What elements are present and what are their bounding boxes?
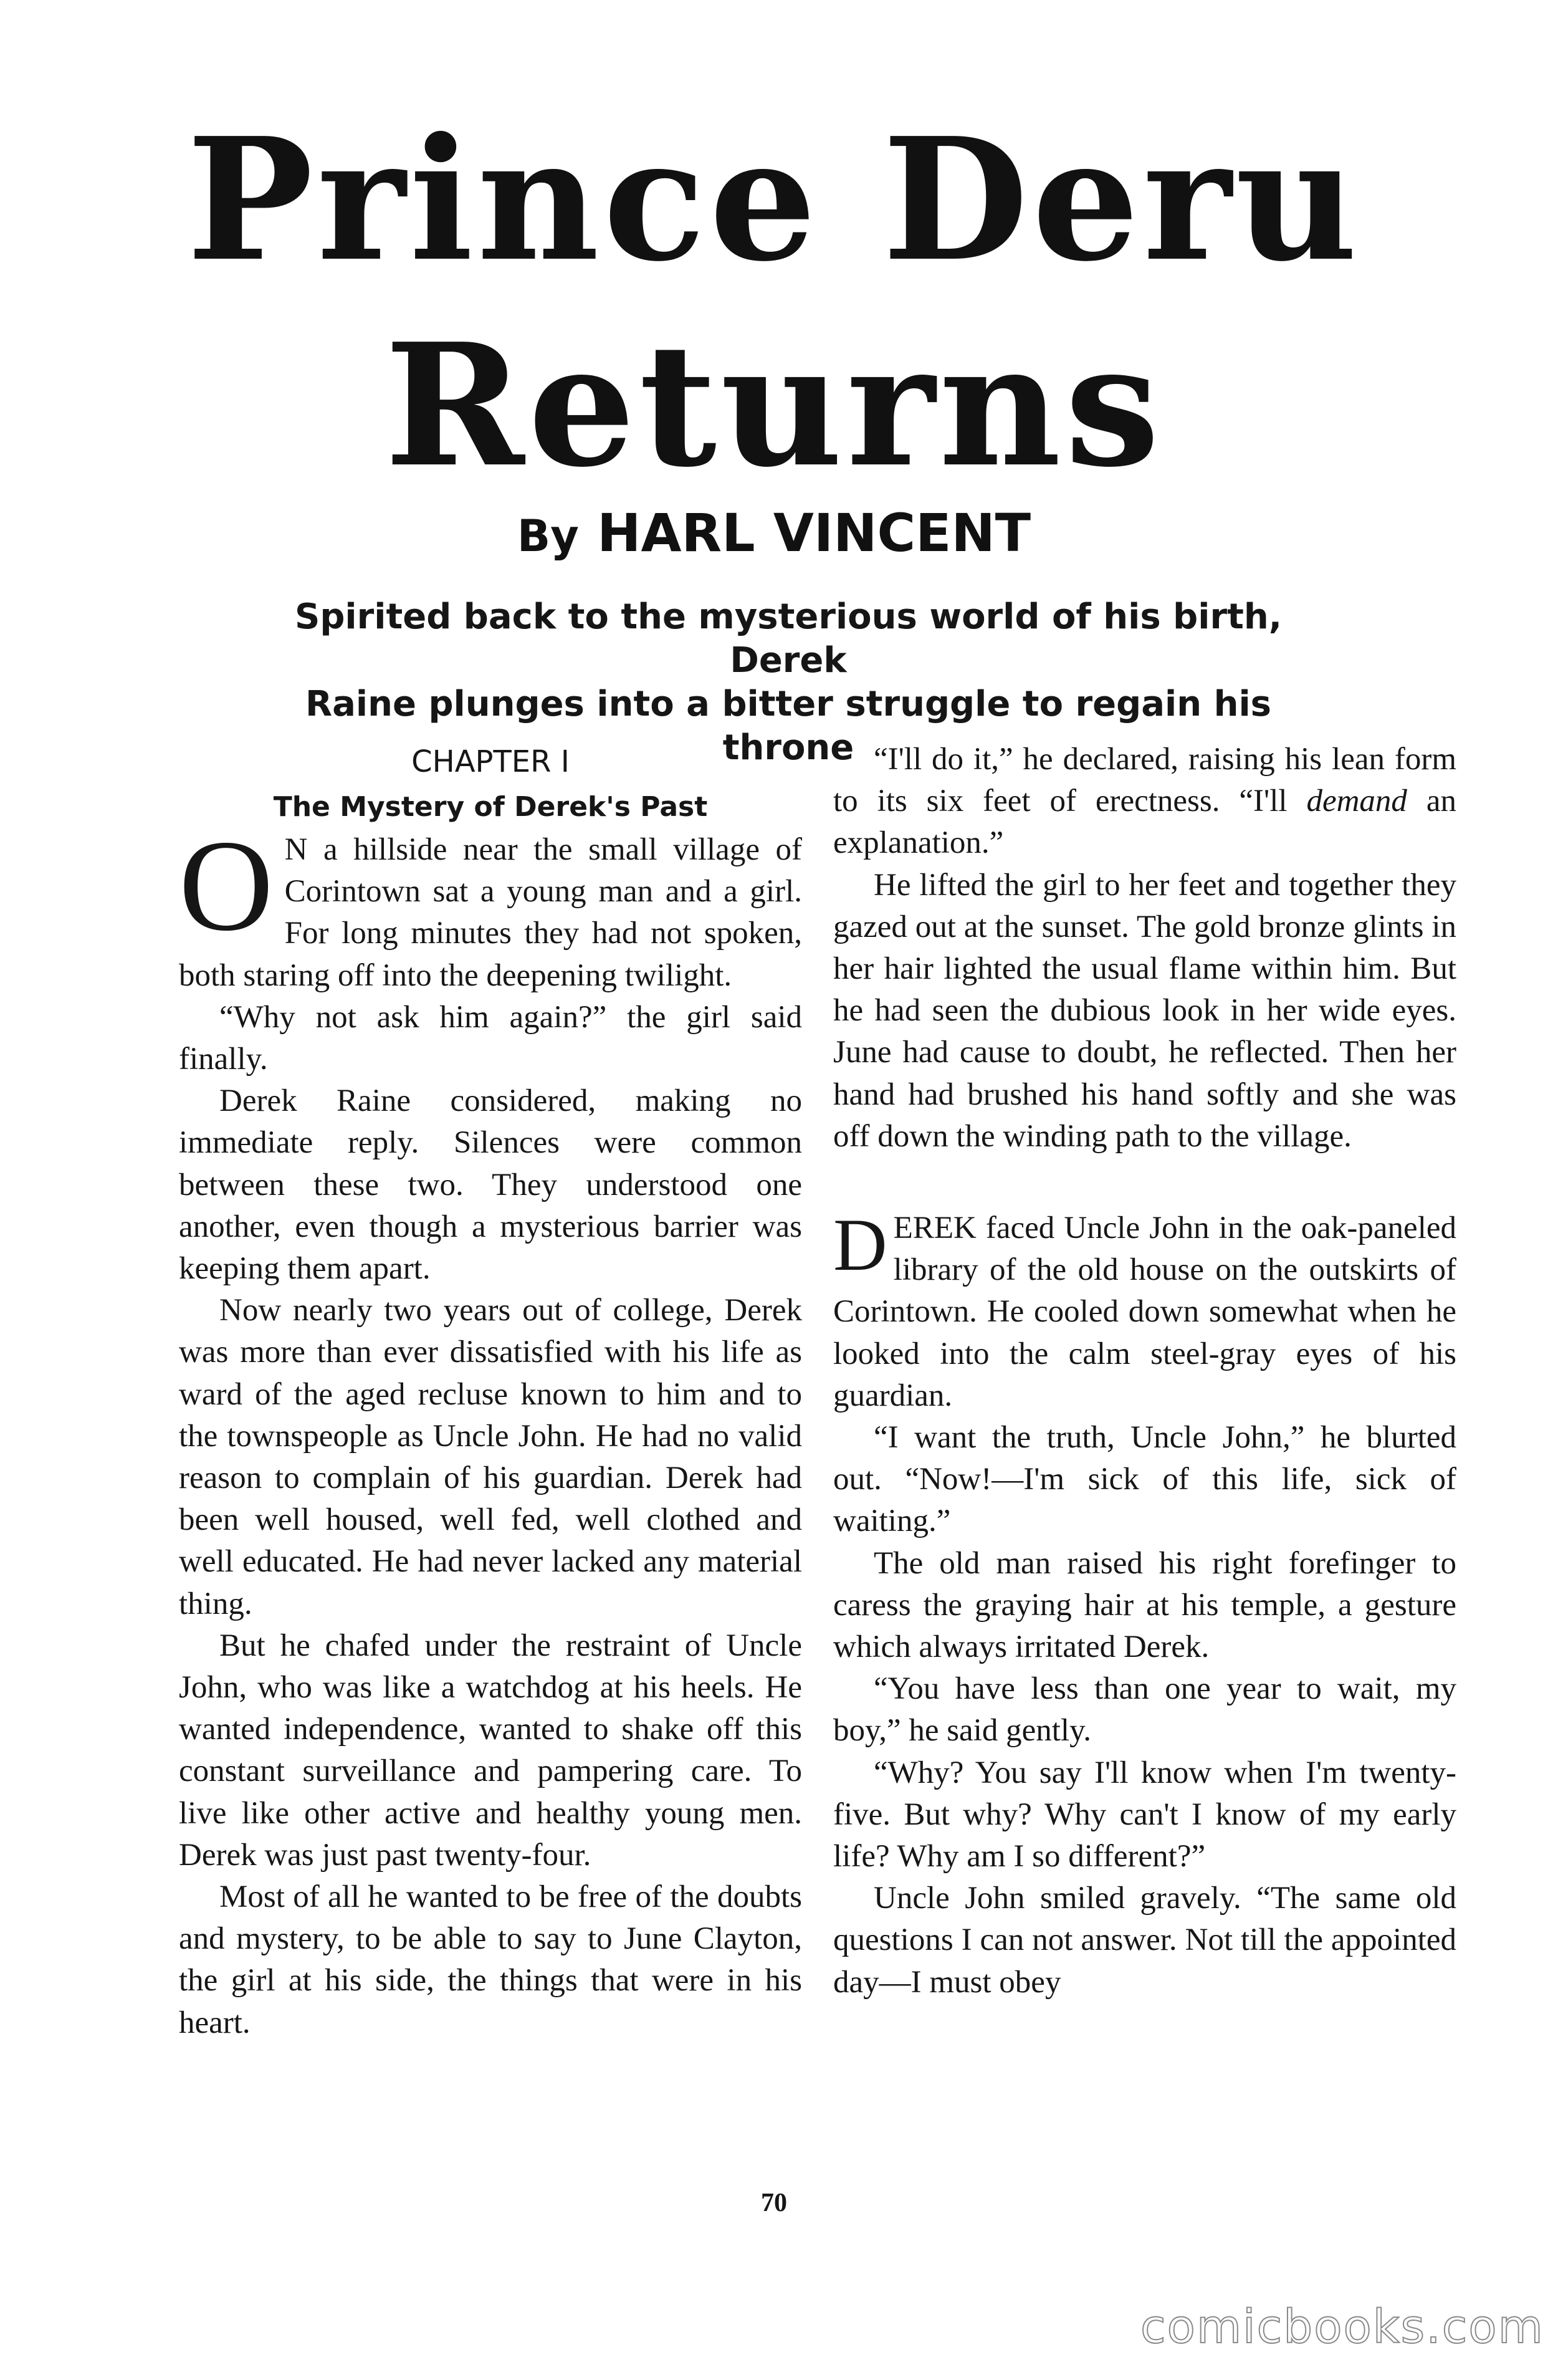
emphasis-text: demand [1306,784,1407,819]
chapter-heading: CHAPTER I [411,744,570,779]
paragraph-text: an explanation.” [833,784,1456,861]
paragraph: “Why not ask him again?” the girl said finally. [179,999,802,1077]
paragraph: “I want the truth, Uncle John,” he blurted out. “Now!—I'm sick of this life, sick of waiting.” [833,1420,1456,1539]
paragraph: Now nearly two years out of college, Derek was more than ever dissatisfied with his life as ward of the aged recluse known to him and to the townspeople as Uncle John. He had no valid reason to complain of his guardian. Derek had been well housed, well fed, well clothed and well educated. He had never lacked any material thing. [179,1293,802,1621]
paragraph: Uncle John smiled gravely. “The same old questions I can not answer. Not till the appointed day—I must obey [833,1881,1456,2000]
drop-cap: O [179,813,274,958]
paragraph: “You have less than one year to wait, my boy,” he said gently. [833,1671,1456,1749]
paragraph [833,739,1456,865]
byline-by: By [517,511,579,562]
right-column [833,739,1456,2003]
byline [0,499,1548,570]
story-title-line-2: Returns [385,306,1163,504]
paragraph: “Why? You say I'll know when I'm twenty-five. But why? Why can't I know of my early life? Why am I so different?” [833,1755,1456,1874]
paragraph: But he chafed under the restraint of Uncle John, who was like a watchdog at his heels. He wanted independence, wanted to shake off this constant surveillance and pampering care. To live like other active and healthy young men. Derek was just past twenty-four. [179,1628,802,1873]
paragraph-text: EREK faced Uncle John in the oak-paneled library of the old house on the outskirts of Corintown. He cooled down somewhat when he looked into the calm steel-gray eyes of his guardian. [833,1211,1456,1413]
paragraph: The old man raised his right forefinger to caress the graying hair at his temple, a gesture which always irritated Derek. [833,1545,1456,1665]
section-break [833,1158,1456,1207]
paragraph: Most of all he wanted to be free of the doubts and mystery, to be able to say to June Clayton, the girl at his side, the things that were in his heart. [179,1879,802,2040]
chapter-subtitle: The Mystery of Derek's Past [273,791,708,823]
author-name: HARL VINCENT [597,502,1031,564]
drop-cap: D [833,1203,887,1287]
story-title-line-1: Prince Deru [186,100,1362,299]
watermark: comicbooks.com [1140,2300,1544,2354]
paragraph: He lifted the girl to her feet and together they gazed out at the sunset. The gold bronze glints in her hair lighted the usual flame within him. But he had seen the dubious look in her wide eyes. June had cause to doubt, he reflected. Then her hand had brushed his hand softly and she was off down the winding path to the village. [833,867,1456,1154]
paragraph: Derek Raine considered, making no immediate reply. Silences were common between these two. They understood one another, even though a mysterious barrier was keeping them apart. [179,1083,802,1287]
blurb-line-2: Raine plunges into a bitter struggle to regain his throne [305,684,1271,768]
blurb-line-1: Spirited back to the mysterious world of his birth, Derek [295,597,1282,681]
left-column [179,739,802,2044]
paragraph [833,1203,1456,1417]
paragraph-text: N a hillside near the small village of Corintown sat a young man and a girl. For long minutes they had not spoken, both staring off into the deepening twilight. [179,832,802,993]
paragraph-text: “I'll do it,” he declared, raising his lean form to its six feet of erectness. “I'll [833,742,1456,819]
paragraph [179,813,802,997]
page-number: 70 [761,2189,787,2217]
